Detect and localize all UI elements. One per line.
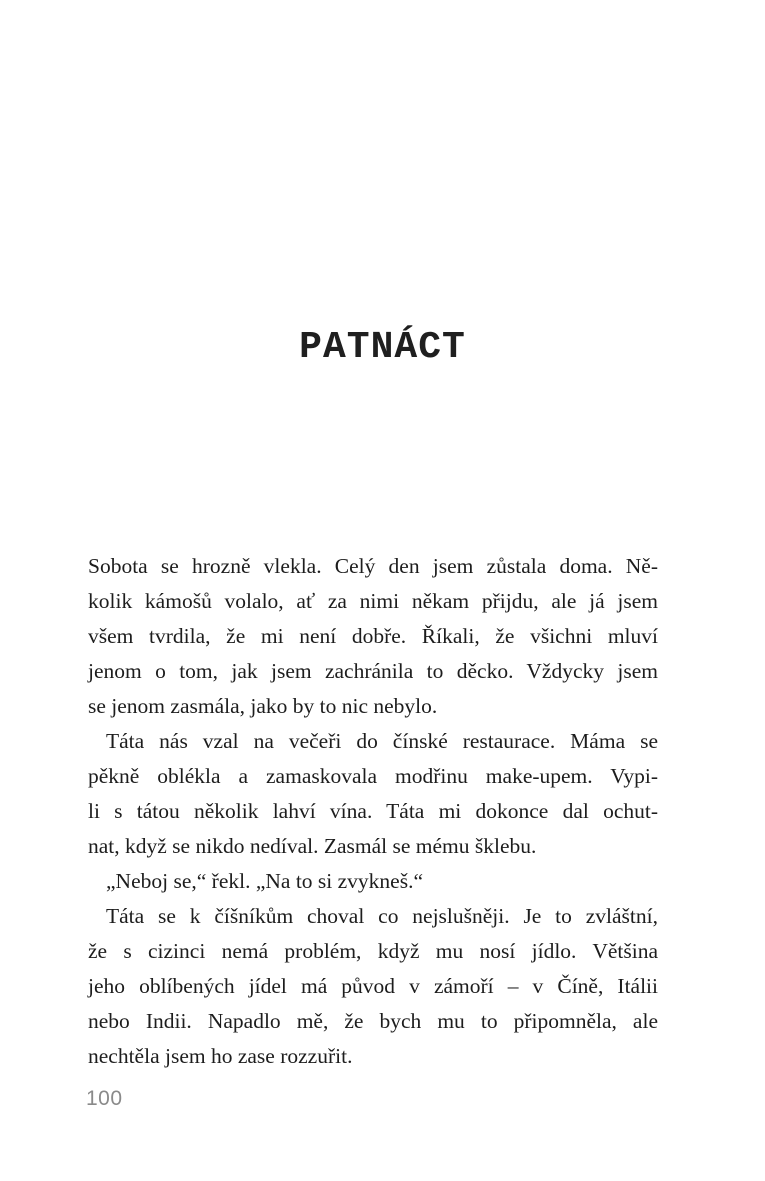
text-line: se jenom zasmála, jako by to nic nebylo. — [88, 694, 438, 718]
text-line: nat, když se nikdo nedíval. Zasmál se mému šklebu. — [88, 834, 537, 858]
text-line: že s cizinci nemá problém, když mu nosí jídlo. Většina — [88, 939, 658, 963]
page-number: 100 — [86, 1087, 123, 1110]
text-line: Táta se k číšníkům choval co nejslušněji. Je to zvláštní, — [106, 904, 658, 928]
text-line: Táta nás vzal na večeři do čínské restaurace. Máma se — [106, 729, 658, 753]
text-line: nechtěla jsem ho zase rozzuřit. — [88, 1044, 353, 1068]
chapter-title: PATNÁCT — [299, 326, 466, 369]
text-line: kolik kámošů volalo, ať za nimi někam přijdu, ale já jsem — [88, 589, 658, 613]
text-line: nebo Indii. Napadlo mě, že bych mu to připomněla, ale — [88, 1009, 658, 1033]
text-line: jeho oblíbených jídel má původ v zámoří – v Číně, Itálii — [88, 974, 658, 998]
chapter-body — [88, 549, 658, 1074]
text-line: všem tvrdila, že mi není dobře. Říkali, že všichni mluví — [88, 624, 658, 648]
text-line: jenom o tom, jak jsem zachránila to děcko. Vždycky jsem — [88, 659, 658, 683]
text-line: pěkně oblékla a zamaskovala modřinu make-upem. Vypi- — [88, 764, 658, 788]
text-line: „Neboj se,“ řekl. „Na to si zvykneš.“ — [106, 869, 424, 893]
text-line: Sobota se hrozně vlekla. Celý den jsem zůstala doma. Ně- — [88, 554, 658, 578]
text-line: li s tátou několik lahví vína. Táta mi dokonce dal ochut- — [88, 799, 658, 823]
